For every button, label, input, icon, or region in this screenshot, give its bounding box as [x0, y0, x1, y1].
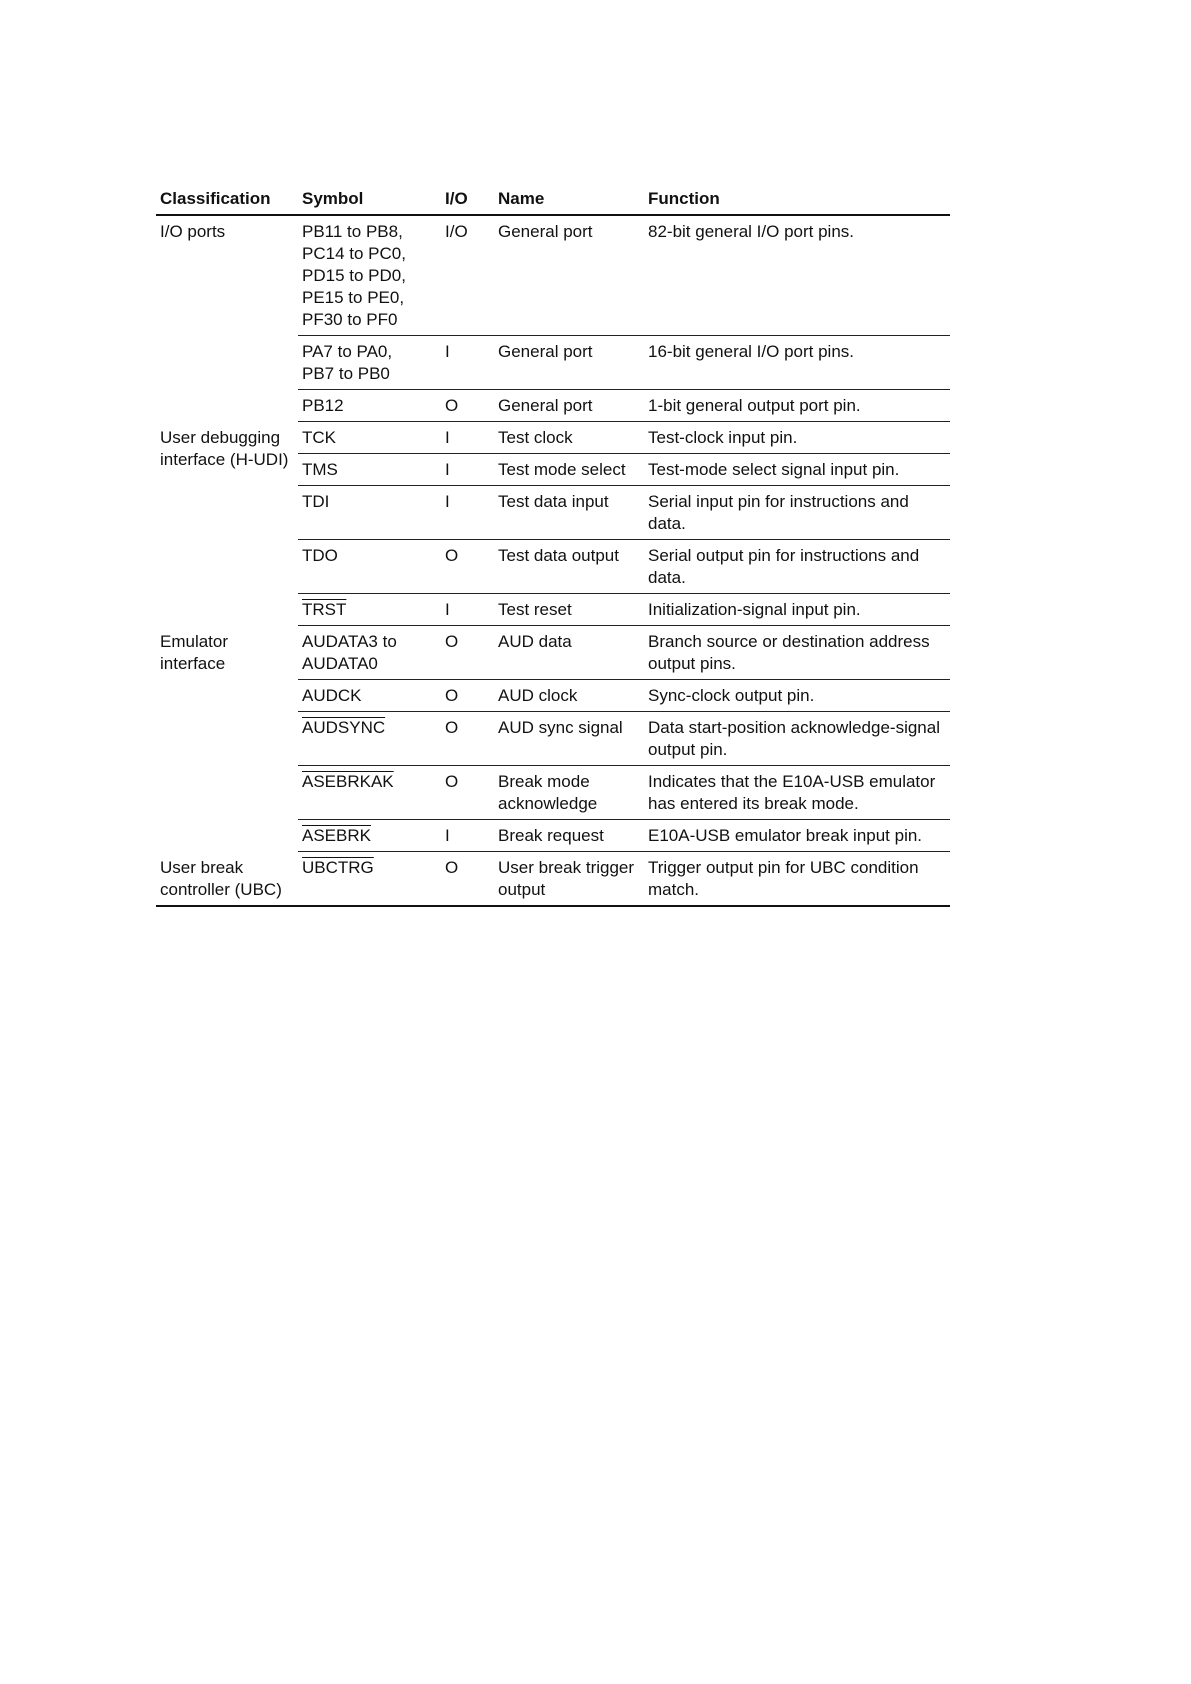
header-function: Function	[644, 180, 950, 215]
function-cell: Test-mode select signal input pin.	[644, 454, 950, 486]
symbol-text: ASEBRK	[302, 826, 371, 845]
function-cell: Indicates that the E10A-USB emulator has entered its break mode.	[644, 766, 950, 820]
symbol-text: TDO	[302, 546, 338, 565]
symbol-cell	[298, 390, 441, 422]
symbol-cell	[298, 540, 441, 594]
symbol-cell	[298, 852, 441, 907]
table-row	[156, 215, 950, 336]
symbol-text: TRST	[302, 600, 347, 619]
classification-cell: Emulator interface	[160, 631, 229, 673]
io-cell: I	[441, 820, 494, 852]
io-cell: O	[441, 680, 494, 712]
io-cell: I	[441, 454, 494, 486]
symbol-text: PF30 to PF0	[302, 310, 398, 329]
function-cell: Serial output pin for instructions and data.	[644, 540, 950, 594]
function-cell: 16-bit general I/O port pins.	[644, 336, 950, 390]
name-cell: AUD sync signal	[494, 712, 644, 766]
name-cell: AUD clock	[494, 680, 644, 712]
name-cell: User break trigger output	[494, 852, 644, 907]
symbol-text: PD15 to PD0,	[302, 266, 406, 285]
name-cell: Test mode select	[494, 454, 644, 486]
table-header-row	[156, 180, 950, 215]
symbol-text: TMS	[302, 460, 338, 479]
name-cell: Test reset	[494, 594, 644, 626]
function-cell: Sync-clock output pin.	[644, 680, 950, 712]
classification-cell: User break controller (UBC)	[156, 852, 298, 907]
symbol-text: AUDATA3 to	[302, 632, 397, 651]
header-symbol: Symbol	[298, 180, 441, 215]
symbol-text: PC14 to PC0,	[302, 244, 406, 263]
name-cell: AUD data	[494, 626, 644, 680]
name-cell: General port	[494, 336, 644, 390]
classification-cell: I/O ports	[160, 222, 226, 241]
symbol-text: TDI	[302, 492, 330, 511]
symbol-cell	[298, 594, 441, 626]
symbol-cell	[298, 215, 441, 336]
function-cell: Trigger output pin for UBC condition match.	[644, 852, 950, 907]
symbol-cell	[298, 766, 441, 820]
symbol-text: PB7 to PB0	[302, 364, 390, 383]
io-cell: I	[441, 486, 494, 540]
name-cell: Break request	[494, 820, 644, 852]
io-cell: O	[441, 766, 494, 820]
symbol-cell	[298, 486, 441, 540]
symbol-cell	[298, 626, 441, 680]
symbol-text: PE15 to PE0,	[302, 288, 405, 307]
header-io: I/O	[441, 180, 494, 215]
io-cell: O	[441, 540, 494, 594]
function-cell: Data start-position acknowledge-signal output pin.	[644, 712, 950, 766]
header-classification: Classification	[156, 180, 298, 215]
name-cell: General port	[494, 390, 644, 422]
function-cell: Initialization-signal input pin.	[644, 594, 950, 626]
io-cell: O	[441, 390, 494, 422]
name-cell: Test clock	[494, 422, 644, 454]
name-cell: General port	[494, 215, 644, 336]
symbol-text: PB12	[302, 396, 344, 415]
symbol-cell	[298, 820, 441, 852]
name-cell: Test data output	[494, 540, 644, 594]
io-cell: O	[441, 852, 494, 907]
io-cell: O	[441, 626, 494, 680]
symbol-cell	[298, 336, 441, 390]
symbol-text: PB11 to PB8,	[302, 222, 403, 241]
symbol-text: TCK	[302, 428, 336, 447]
function-cell: Test-clock input pin.	[644, 422, 950, 454]
io-cell: I/O	[441, 215, 494, 336]
function-cell: 1-bit general output port pin.	[644, 390, 950, 422]
classification-cell: User debugging interface (H-UDI)	[160, 427, 289, 469]
function-cell: Serial input pin for instructions and data.	[644, 486, 950, 540]
symbol-text: UBCTRG	[302, 858, 374, 877]
function-cell: E10A-USB emulator break input pin.	[644, 820, 950, 852]
io-cell: I	[441, 336, 494, 390]
name-cell: Test data input	[494, 486, 644, 540]
io-cell: O	[441, 712, 494, 766]
symbol-text: AUDCK	[302, 686, 362, 705]
table-row	[156, 852, 950, 907]
symbol-cell	[298, 712, 441, 766]
function-cell: 82-bit general I/O port pins.	[644, 215, 950, 336]
io-cell: I	[441, 594, 494, 626]
table-row	[156, 422, 950, 454]
symbol-cell	[298, 454, 441, 486]
symbol-text: PA7 to PA0,	[302, 342, 393, 361]
symbol-text: ASEBRKAK	[302, 772, 394, 791]
symbol-cell	[298, 680, 441, 712]
symbol-text: AUDSYNC	[302, 718, 386, 737]
symbol-text: AUDATA0	[302, 654, 378, 673]
name-cell: Break mode acknowledge	[494, 766, 644, 820]
symbol-cell	[298, 422, 441, 454]
pin-function-table	[156, 180, 950, 907]
table-row	[156, 626, 950, 680]
header-name: Name	[494, 180, 644, 215]
io-cell: I	[441, 422, 494, 454]
function-cell: Branch source or destination address output pins.	[644, 626, 950, 680]
